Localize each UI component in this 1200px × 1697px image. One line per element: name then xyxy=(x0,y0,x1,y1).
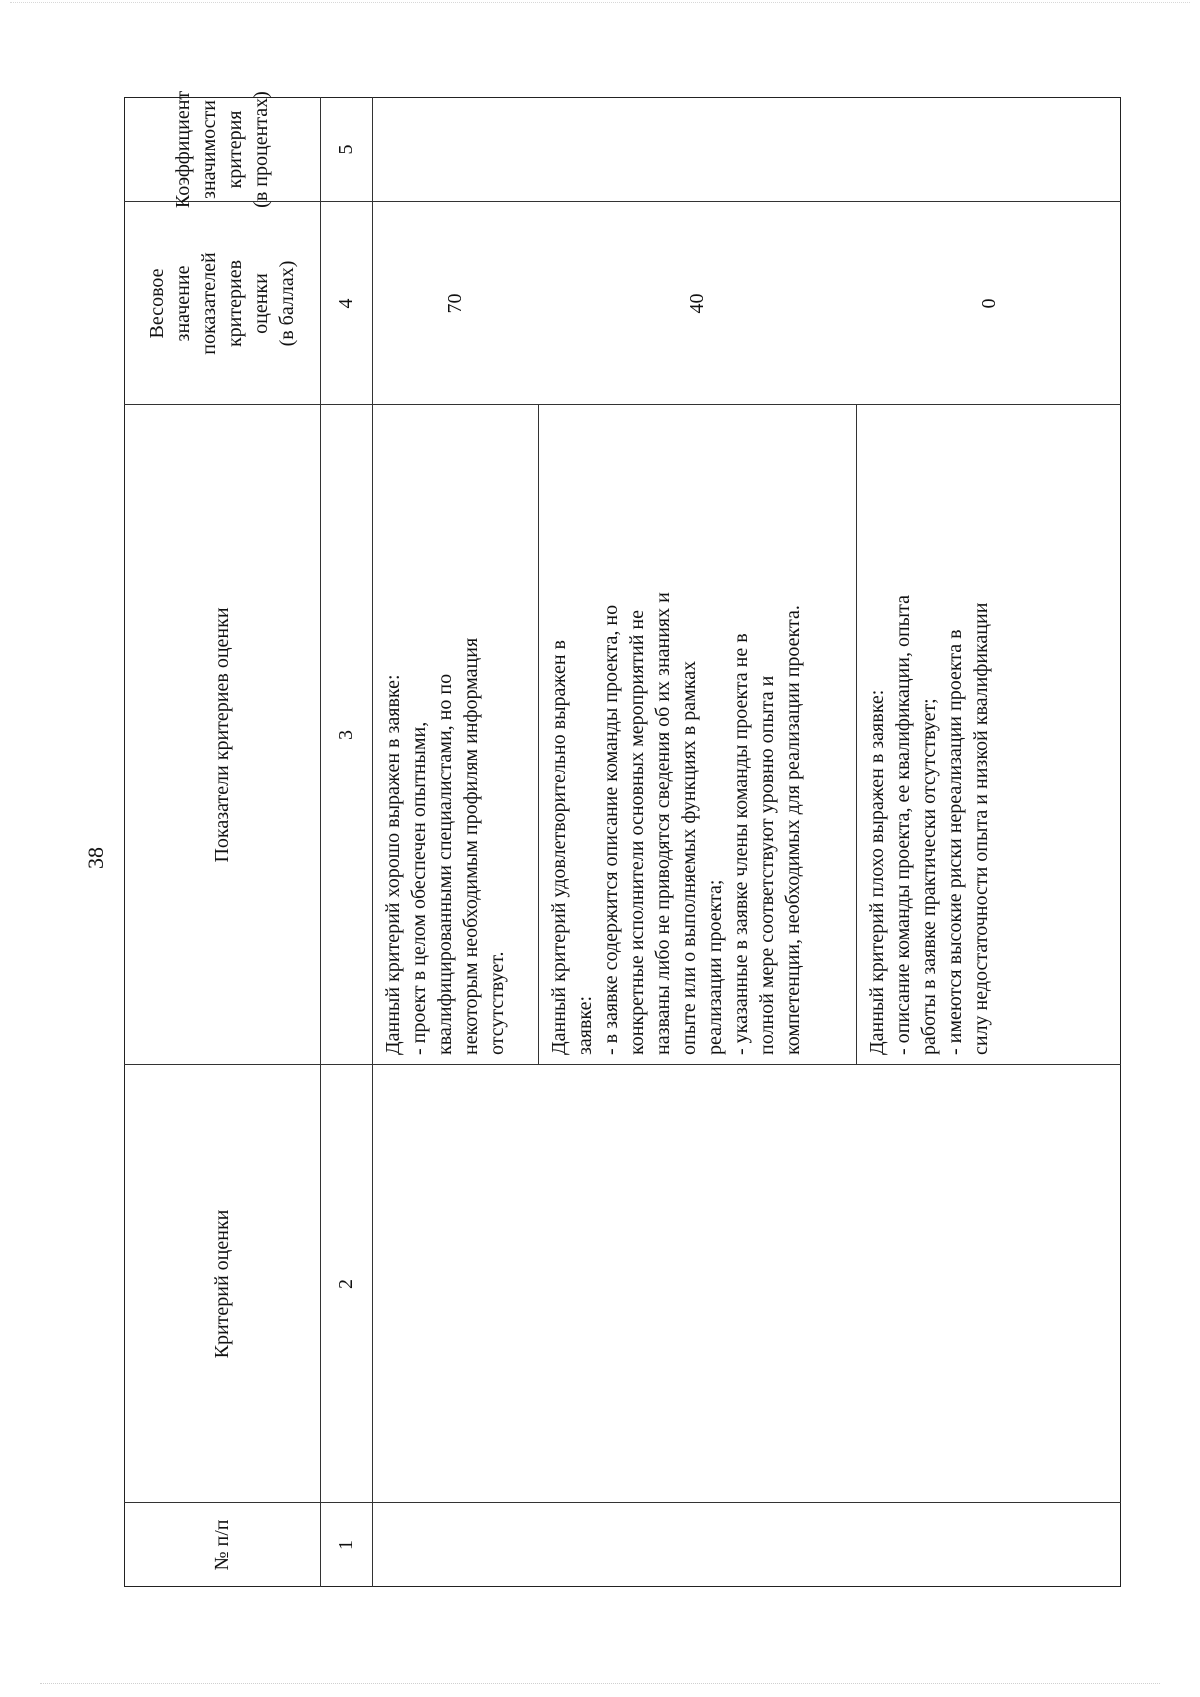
weight-row-3 xyxy=(856,202,1121,405)
indicator-row-2 xyxy=(538,405,856,1065)
criteria-table xyxy=(124,90,1121,1587)
header-criterion-text: Критерий оценки xyxy=(211,1209,233,1359)
indicator-row-2-text: Данный критерий удовлетворительно выражен в заявке: - в заявке содержится описание команды проекта, но конкретные исполнители основных мероприятий не названы либо не приводятся сведения об их знаниях и опыте или о выполняемых функциях в рамках реализации проекта; - указанные в заявке члены команды проекта не в полной мере соответствуют уровню опыта и компетенции, необходимых для реализации проекта. xyxy=(548,592,804,1055)
scan-edge-bottom xyxy=(40,1683,1160,1684)
weight-row-2 xyxy=(538,202,856,405)
indicator-row-1-text: Данный критерий хорошо выражен в заявке: - проект в целом обеспечен опытными, квалифицированными специалистами, но по некоторым необходимым профилям информация отсутствует. xyxy=(382,637,508,1055)
indicator-row-3-text: Данный критерий плохо выражен в заявке: - описание команды проекта, ее квалификации, опыта работы в заявке практически отсутствует; - имеются высокие риски нереализации проекта в силу недостаточности опыта и низкой квалификации xyxy=(866,595,992,1055)
indicator-row-3 xyxy=(856,405,1121,1065)
colnum-3-text: 3 xyxy=(335,730,357,740)
header-coef xyxy=(124,90,320,209)
weight-row-3-text: 0 xyxy=(977,298,1000,309)
header-weight-text: Весовое значение показателей критериев оценки (в баллах) xyxy=(146,252,298,355)
weight-row-2-text: 40 xyxy=(686,293,708,314)
colnum-2 xyxy=(320,1065,372,1503)
colnum-1 xyxy=(320,1503,372,1587)
colnum-1-text: 1 xyxy=(335,1540,357,1550)
colnum-4-text: 4 xyxy=(335,298,357,309)
header-criterion xyxy=(124,1065,320,1503)
indicator-row-1 xyxy=(372,405,538,1065)
colnum-2-text: 2 xyxy=(335,1279,357,1289)
weight-row-1-text: 70 xyxy=(444,293,466,314)
header-num xyxy=(124,1503,320,1587)
header-coef-text: Коэффициент значимости критерия (в процентах) xyxy=(172,90,272,209)
scan-edge-top xyxy=(10,2,1190,3)
header-indicators-text: Показатели критериев оценки xyxy=(211,607,233,863)
weight-row-1 xyxy=(372,202,538,405)
colnum-5 xyxy=(320,97,372,202)
colnum-3 xyxy=(320,405,372,1065)
colnum-5-text: 5 xyxy=(335,144,357,155)
header-indicators xyxy=(124,405,320,1065)
page-number-text: 38 xyxy=(83,847,108,869)
header-num-text: № п/п xyxy=(211,1519,233,1571)
colnum-4 xyxy=(320,202,372,405)
header-weight xyxy=(124,202,320,405)
